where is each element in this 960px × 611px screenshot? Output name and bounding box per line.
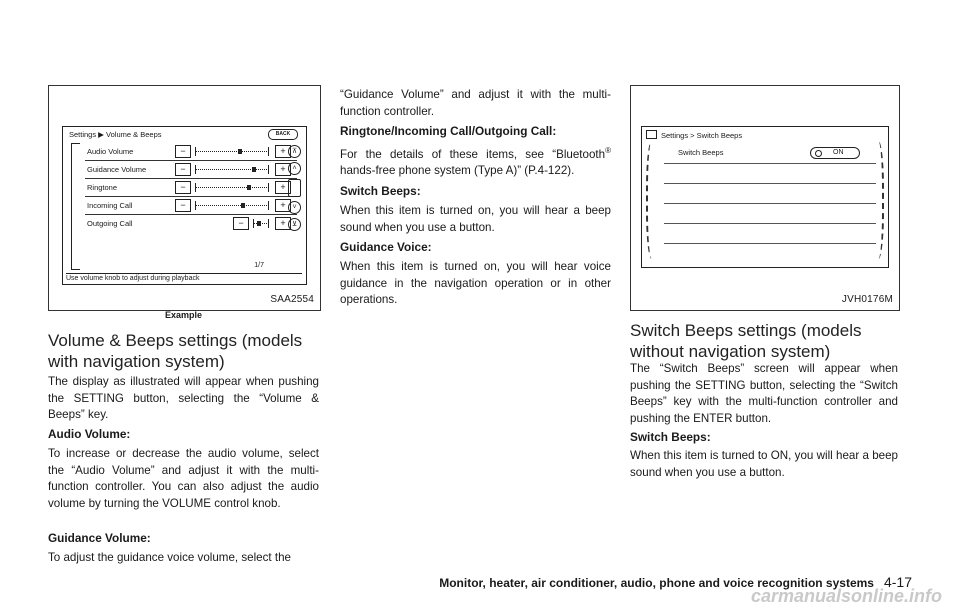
paragraph: To adjust the guidance voice volume, select the xyxy=(48,551,291,564)
setting-row[interactable] xyxy=(85,143,297,161)
empty-row xyxy=(664,244,876,263)
volume-slider[interactable] xyxy=(195,151,269,152)
figure-code: JVH0176M xyxy=(841,294,893,305)
paragraph-part: For the details of these items, see “Bluetooth xyxy=(340,147,606,161)
plus-button[interactable]: + xyxy=(275,163,291,176)
empty-row xyxy=(664,164,876,184)
section-heading: Switch Beeps settings (models without navigation system) xyxy=(630,321,862,361)
subheading: Guidance Volume: xyxy=(48,531,151,545)
screen-title xyxy=(646,130,742,140)
left-arc-decoration xyxy=(646,141,660,259)
figure-caption: Example xyxy=(164,310,203,320)
slider-knob xyxy=(241,203,245,208)
volume-beeps-screen xyxy=(62,126,307,285)
paragraph: When this item is turned to ON, you will hear a beep sound when you use a button. xyxy=(630,449,898,479)
footer-title: Monitor, heater, air conditioner, audio, phone and voice recognition systems xyxy=(439,576,874,590)
side-scroll-buttons xyxy=(288,145,302,235)
scroll-thumb-icon[interactable] xyxy=(288,179,301,197)
volume-slider[interactable] xyxy=(253,223,269,224)
plus-button[interactable]: + xyxy=(275,217,291,230)
figure-volume-beeps xyxy=(48,85,321,311)
empty-row xyxy=(664,204,876,224)
row-label: Guidance Volume xyxy=(87,165,147,174)
figure-switch-beeps xyxy=(630,85,900,311)
paragraph: The display as illustrated will appear when pushing the SETTING button, selecting the “Volume & Beeps” key. xyxy=(48,375,319,421)
minus-button[interactable]: − xyxy=(175,181,191,194)
plus-button[interactable]: + xyxy=(275,145,291,158)
screen-title-text: Settings > Switch Beeps xyxy=(661,131,743,140)
setting-row[interactable] xyxy=(85,179,297,197)
registered-mark: ® xyxy=(605,146,611,155)
toggle-label: ON xyxy=(833,149,844,156)
slider-knob xyxy=(257,221,261,226)
screen-title: Settings ▶ Volume & Beeps xyxy=(69,130,162,139)
page-number: 4-17 xyxy=(883,574,912,590)
switch-beeps-screen xyxy=(641,126,889,268)
setting-row[interactable] xyxy=(664,144,876,164)
subheading: Switch Beeps: xyxy=(630,430,711,444)
on-toggle[interactable] xyxy=(810,147,860,159)
screen-footer-hint: Use volume knob to adjust during playback xyxy=(66,273,302,282)
slider-knob xyxy=(238,149,242,154)
paragraph: When this item is turned on, you will hear voice guidance in the navigation operation or in other operations. xyxy=(340,260,611,306)
paragraph xyxy=(340,143,611,180)
plus-button[interactable]: + xyxy=(275,181,291,194)
slider-knob xyxy=(252,167,256,172)
list-bracket xyxy=(71,143,80,270)
paragraph: When this item is turned on, you will hear a beep sound when you use a button. xyxy=(340,204,611,234)
minus-button[interactable]: − xyxy=(175,199,191,212)
scroll-bottom-icon[interactable]: ⊻ xyxy=(288,218,301,231)
setting-row[interactable] xyxy=(85,197,297,215)
volume-slider[interactable] xyxy=(195,169,269,170)
page-indicator: 1/7 xyxy=(254,262,264,269)
minus-button[interactable]: − xyxy=(175,163,191,176)
setting-row[interactable] xyxy=(85,215,297,232)
row-label: Outgoing Call xyxy=(87,219,133,228)
row-label: Audio Volume xyxy=(87,147,134,156)
paragraph: To increase or decrease the audio volume, select the “Audio Volume” and adjust it with the multi-function controller. You can also adjust the audio volume by turning the VOLUME control knob. xyxy=(48,447,319,510)
row-label: Switch Beeps xyxy=(678,148,724,157)
minus-button[interactable]: − xyxy=(233,217,249,230)
figure-code: SAA2554 xyxy=(270,294,314,305)
subheading: Ringtone/Incoming Call/Outgoing Call: xyxy=(340,124,557,138)
setting-row[interactable] xyxy=(85,161,297,179)
section-heading: Volume & Beeps settings (models with navigation system) xyxy=(48,331,303,371)
subheading: Switch Beeps: xyxy=(340,184,421,198)
paragraph-part: hands-free phone system (Type A)” (P.4-122). xyxy=(340,164,575,178)
row-label: Incoming Call xyxy=(87,201,133,210)
paragraph: The “Switch Beeps” screen will appear when pushing the SETTING button, selecting the “Switch Beeps” key with the multi-function controller and pushing the ENTER button. xyxy=(630,362,898,425)
scroll-down-icon[interactable]: ˅ xyxy=(288,201,301,214)
back-button[interactable]: BACK xyxy=(268,129,298,140)
empty-row xyxy=(664,184,876,204)
minus-button[interactable]: − xyxy=(175,145,191,158)
subheading: Guidance Voice: xyxy=(340,240,432,254)
slider-knob xyxy=(247,185,251,190)
paragraph: “Guidance Volume” and adjust it with the multi-function controller. xyxy=(340,88,611,118)
toggle-indicator-icon xyxy=(815,150,822,157)
subheading: Audio Volume: xyxy=(48,427,131,441)
watermark: carmanualsonline.info xyxy=(750,586,942,606)
scroll-up-icon[interactable]: ˄ xyxy=(288,162,301,175)
volume-slider[interactable] xyxy=(195,187,269,188)
empty-row xyxy=(664,224,876,244)
plus-button[interactable]: + xyxy=(275,199,291,212)
settings-icon xyxy=(646,130,657,139)
row-label: Ringtone xyxy=(87,183,118,192)
scroll-top-icon[interactable]: ⊼ xyxy=(288,145,301,158)
volume-slider[interactable] xyxy=(195,205,269,206)
